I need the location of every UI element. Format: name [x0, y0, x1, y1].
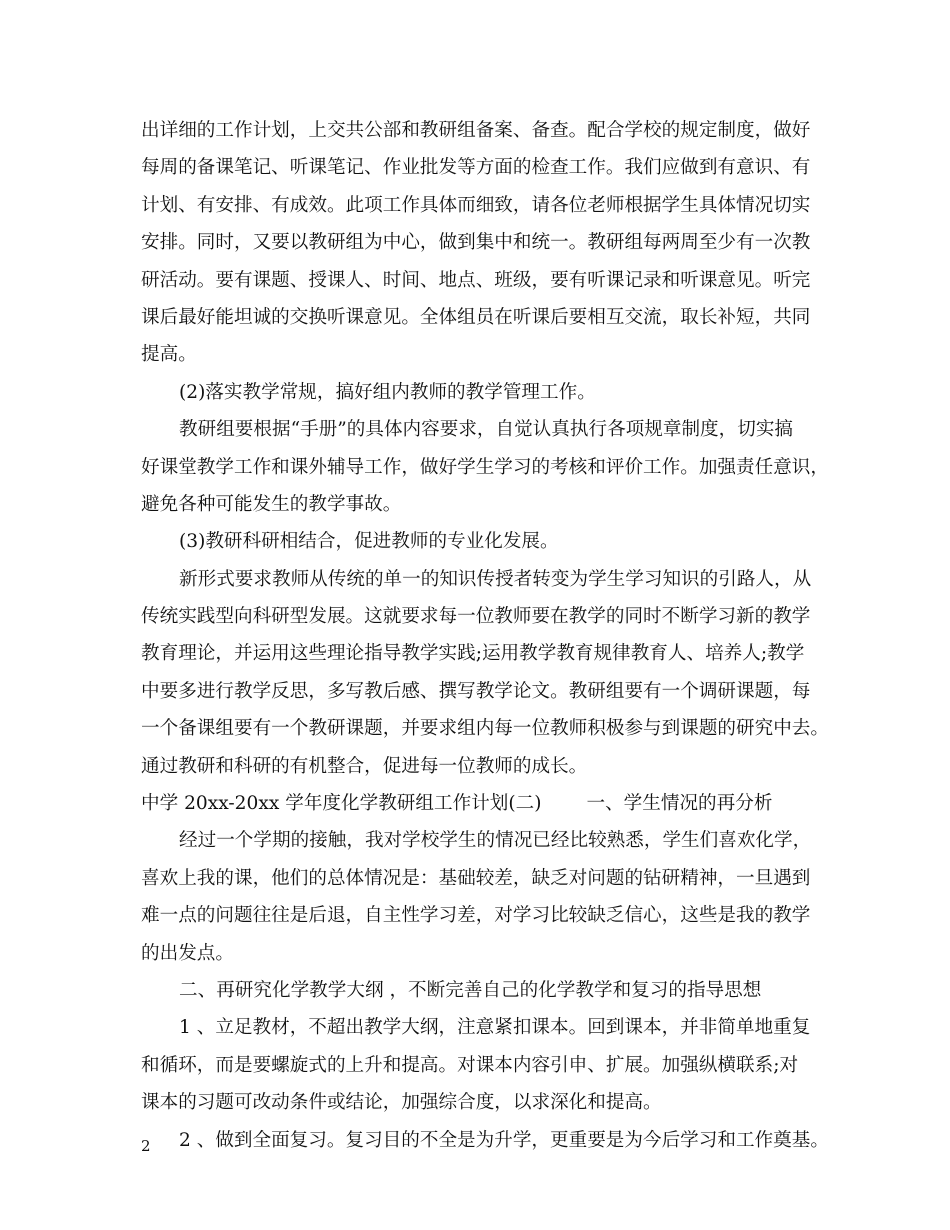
- paragraph-line: 好课堂教学工作和课外辅导工作，做好学生学习的考核和评价工作。加强责任意识，: [141, 456, 829, 478]
- paragraph-line: 提高。: [141, 344, 197, 366]
- paragraph-line: 一个备课组要有一个教研课题，并要求组内每一位教师积极参与到课题的研究中去。: [141, 718, 829, 740]
- paragraph-line: 喜欢上我的课，他们的总体情况是：基础较差，缺乏对问题的钻研精神，一旦遇到: [141, 867, 811, 889]
- paragraph-line: 安排。同时，又要以教研组为中心，做到集中和统一。教研组每两周至少有一次教: [141, 232, 811, 254]
- plan-title-line: [141, 785, 821, 822]
- paragraph-line: 出详细的工作计划，上交共公部和教研组备案、备查。配合学校的规定制度，做好: [141, 120, 811, 141]
- paragraph-line: 新形式要求教师从传统的单一的知识传授者转变为学生学习知识的引路人，从: [179, 568, 812, 590]
- subheading-line: (2)落实教学常规，搞好组内教师的教学管理工作。: [179, 381, 596, 403]
- document-body: [141, 112, 829, 1159]
- paragraph-line: 难一点的问题往往是后退，自主性学习差，对学习比较缺乏信心，这些是我的教学: [141, 905, 811, 927]
- paragraph-line: 传统实践型向科研型发展。这就要求每一位教师要在教学的同时不断学习新的教学: [141, 606, 811, 628]
- paragraph-line: 通过教研和科研的有机整合，促进每一位教师的成长。: [141, 755, 588, 777]
- paragraph-line: 研活动。要有课题、授课人、时间、地点、班级，要有听课记录和听课意见。听完: [141, 269, 811, 291]
- section-heading: 二、再研究化学教学大纲 ，不断完善自己的化学教学和复习的指导思想: [179, 979, 762, 1001]
- paragraph-line: 中要多进行教学反思，多写教后感、撰写教学论文。教研组要有一个调研课题，每: [141, 680, 811, 702]
- plan-title: 中学 20xx-20xx 学年度化学教研组工作计划(二): [141, 793, 542, 815]
- section-one-heading: 一、学生情况的再分析: [586, 793, 773, 815]
- paragraph-line: 课本的习题可改动条件或结论，加强综合度，以求深化和提高。: [141, 1092, 662, 1114]
- paragraph-line: 计划、有安排、有成效。此项工作具体而细致，请各位老师根据学生具体情况切实: [141, 194, 811, 216]
- paragraph-line: 课后最好能坦诚的交换听课意见。全体组员在听课后要相互交流，取长补短，共同: [141, 306, 811, 328]
- paragraph-line: 教育理论，并运用这些理论指导教学实践;运用教学教育规律教育人、培养人;教学: [141, 643, 805, 665]
- paragraph-line: 避免各种可能发生的教学事故。: [141, 493, 402, 515]
- paragraph-line: 的出发点。: [141, 942, 234, 964]
- paragraph-line: 和循环，而是要螺旋式的上升和提高。对课本内容引申、扩展。加强纵横联系;对: [141, 1054, 799, 1076]
- paragraph-line: 教研组要根据“手册”的具体内容要求，自觉认真执行各项规章制度，切实搞: [179, 419, 794, 441]
- subheading-line: (3)教研科研相结合，促进教师的专业化发展。: [179, 531, 559, 553]
- page-number: 2: [141, 1137, 151, 1155]
- paragraph-line: 2 、做到全面复习。复习目的不全是为升学，更重要是为今后学习和工作奠基。: [179, 1129, 829, 1151]
- paragraph-line: 1 、立足教材，不超出教学大纲，注意紧扣课本。回到课本，并非简单地重复: [179, 1017, 811, 1039]
- paragraph-line: 每周的备课笔记、听课笔记、作业批发等方面的检查工作。我们应做到有意识、有: [141, 157, 811, 179]
- paragraph-line: 经过一个学期的接触，我对学校学生的情况已经比较熟悉，学生们喜欢化学，: [179, 830, 812, 852]
